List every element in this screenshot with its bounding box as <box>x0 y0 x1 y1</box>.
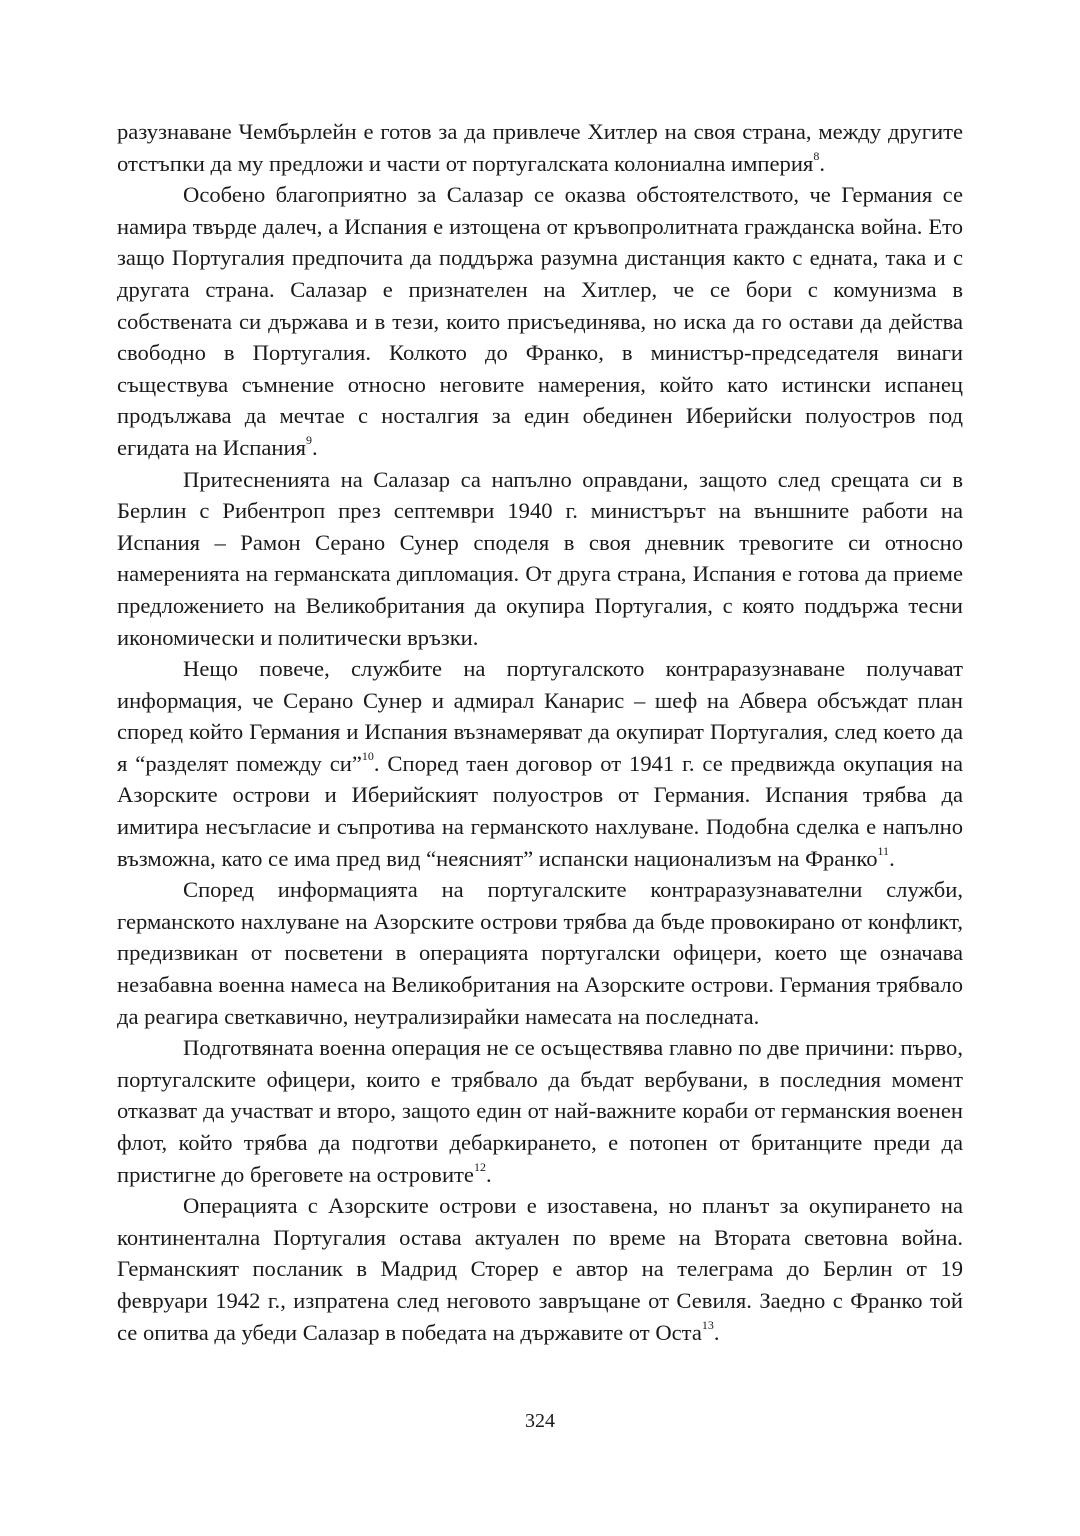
footnote-ref[interactable]: 11 <box>877 844 890 859</box>
paragraph-text: Според информацията на португалските контраразузнавателни служби, германското нахлуване на Азорските острови трябва да бъде провокирано от конфликт, предизвикан от посветени в операцията португалски офицери, което ще означава незабавна военна намеса на Великобритания на Азорските острови. Германия трябвало да реагира светкавично, неутрализирайки намесата на последната. <box>117 877 963 1029</box>
paragraph-text: Нещо повече, службите на португалското контраразузнаване получават информация, че Серано Сунер и адмирал Канарис – шеф на Абвера обсъждат план според който Германия и Испания възнамеряват да окупират Португалия, след което да я “разделят помежду си” <box>117 656 963 776</box>
paragraph-text: Подготвяната военна операция не се осъществява главно по две причини: първо, португалските офицери, които е трябвало да бъдат вербувани, в последния момент отказват да участват и второ, защото един от най-важните кораби от германския военен флот, който трябва да подготви дебаркирането, е потопен от британците преди да пристигне до бреговете на островите <box>117 1035 963 1187</box>
page-number: 324 <box>525 1410 555 1432</box>
paragraph-3 <box>117 464 963 654</box>
paragraph-7 <box>117 1190 963 1348</box>
paragraph-tail: . <box>713 1319 720 1345</box>
paragraph-tail: . Според таен договор от 1941 г. се предвижда окупация на Азорските острови и Иберийският полуостров от Германия. Испания трябва да имитира несъгласие и съпротива на германското нахлуване. Подобна сделка е напълно възможна, като се има пред вид “неясният” испански национализъм на Франко <box>117 750 963 871</box>
paragraph-6 <box>117 1032 963 1190</box>
paragraph-5 <box>117 874 963 1032</box>
footnote-ref[interactable]: 10 <box>361 749 374 764</box>
paragraph-tail: . <box>311 434 318 460</box>
paragraph-4 <box>117 653 963 874</box>
footnote-ref[interactable]: 9 <box>305 433 312 448</box>
paragraph-text: Особено благоприятно за Салазар се оказва обстоятелството, че Германия се намира твърде далеч, а Испания е изтощена от кръвопролитната гражданска война. Ето защо Португалия предпочита да поддържа разумна дистанция както с едната, така и с другата страна. Салазар е признателен на Хитлер, че се бори с комунизма в собствената си държава и в тези, които присъединява, но иска да го остави да действа свободно в Португалия. Колкото до Франко, в министър-председателя винаги съществува съмнение относно неговите намерения, който като истински испанец продължава да мечтае с носталгия за един обединен Иберийски полуостров под егидата на Испания <box>117 182 963 460</box>
footnote-ref[interactable]: 13 <box>701 1318 714 1333</box>
paragraph-text: разузнаване Чембърлейн е готов за да привлече Хитлер на своя страна, между другите отстъпки да му предложи и части от португалската колониална империя <box>117 119 963 176</box>
paragraph-2 <box>117 179 963 463</box>
paragraph-text: Притесненията на Салазар са напълно оправдани, защото след срещата си в Берлин с Рибентроп през септември 1940 г. министърът на външните работи на Испания – Рамон Серано Сунер споделя в своя дневник тревогите си относно намеренията на германската дипломация. От друга страна, Испания е готова да приеме предложението на Великобритания да окупира Португалия, с която поддържа тесни икономически и политически връзки. <box>117 466 963 650</box>
paragraph-tail: . <box>889 845 895 871</box>
paragraph-tail: . <box>485 1161 492 1187</box>
footnote-ref[interactable]: 12 <box>473 1160 486 1175</box>
paragraph-tail: . <box>819 150 825 176</box>
page-body <box>117 116 963 1348</box>
footnote-ref[interactable]: 8 <box>813 149 820 164</box>
paragraph-text: Операцията с Азорските острови е изоставена, но планът за окупирането на континентална Португалия остава актуален по време на Втората световна война. Германският посланик в Мадрид Сторер е автор на телеграма до Берлин от 19 февруари 1942 г., изпратена след неговото завръщане от Севиля. Заедно с Франко той се опитва да убеди Салазар в победата на държавите от Оста <box>117 1193 963 1345</box>
paragraph-1 <box>117 116 963 179</box>
